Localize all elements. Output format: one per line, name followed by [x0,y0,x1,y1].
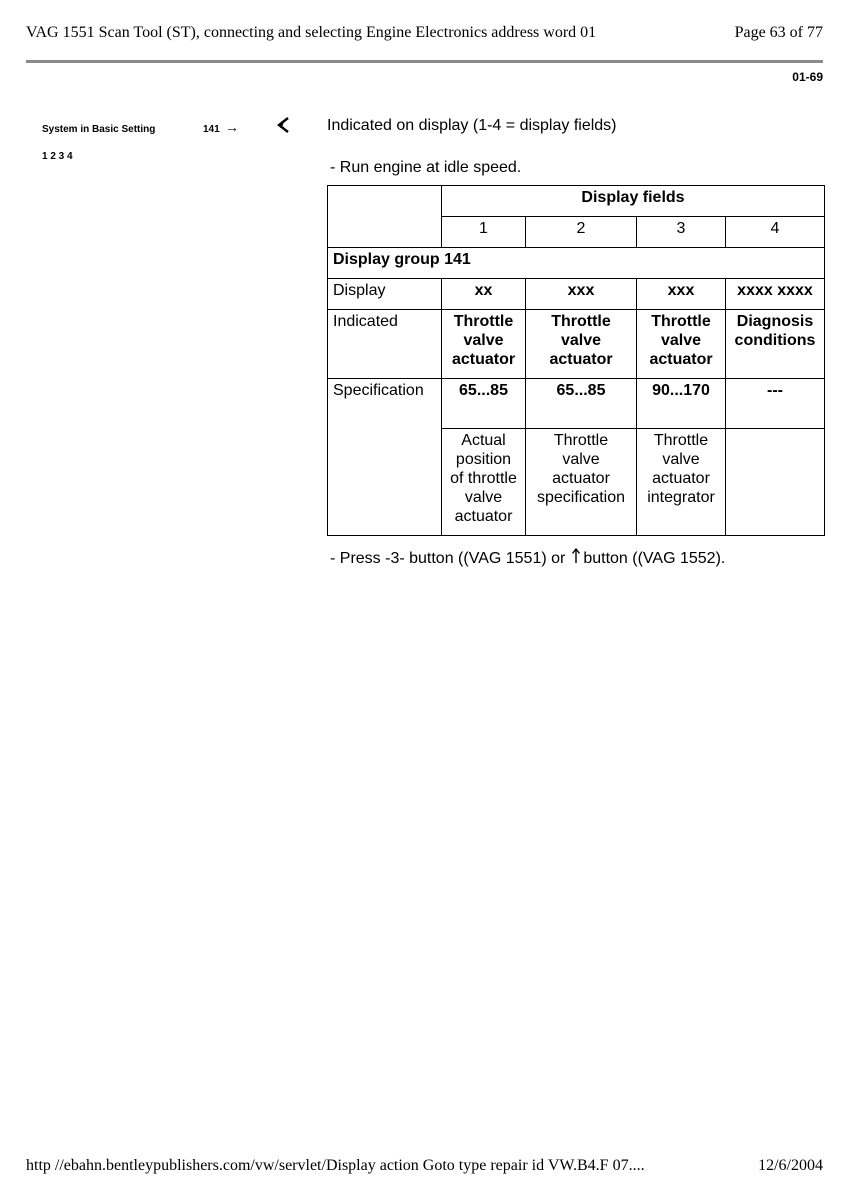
cell-line: integrator [647,489,715,506]
lcd-arrow: → [225,119,239,135]
footer-date: 12/6/2004 [758,1157,823,1174]
cell-line: valve [560,332,602,349]
cell-line: specification [536,489,626,506]
instruction-run-engine: - Run engine at idle speed. [330,159,522,176]
lcd-line-1: System in Basic Setting [42,124,156,135]
display-value: xxx [637,279,726,310]
table-corner-cell [328,186,442,248]
field-number: 1 [442,217,526,248]
cell-line: valve [464,489,503,506]
document-title: VAG 1551 Scan Tool (ST), connecting and selecting Engine Electronics address word 01 [26,24,597,41]
field-description [637,429,726,536]
lcd-group-number: 141 [203,124,220,135]
cell-line: valve [660,332,702,349]
display-row [328,279,825,310]
specification-row [328,379,825,429]
footer-url: http //ebahn.bentleypublishers.com/vw/servlet/Display action Goto type repair id VW.B4.F 07.... [26,1157,645,1174]
intro-text: Indicated on display (1-4 = display fields) [327,117,617,134]
cell-line: valve [463,332,504,349]
cell-line: conditions [734,332,816,349]
page-code: 01-69 [792,70,823,84]
field-number: 4 [726,217,825,248]
cell-line: actuator [552,470,610,487]
field-description [526,429,637,536]
field-number: 2 [526,217,637,248]
indicated-value [726,310,825,379]
specification-value: 65...85 [442,379,526,429]
specification-value: 65...85 [526,379,637,429]
instruction-press-button [330,548,725,568]
specification-value: --- [726,379,825,429]
cell-line: Throttle [553,432,609,449]
cell-line: Throttle [653,432,709,449]
display-value: xx [442,279,526,310]
cell-line: Throttle [651,313,711,330]
cell-line: valve [562,451,600,468]
indicated-label: Indicated [328,310,442,379]
indicated-value [637,310,726,379]
indicated-row [328,310,825,379]
cell-line: Diagnosis [736,313,814,330]
field-description-empty [726,429,825,536]
display-value: xxx [526,279,637,310]
field-description [442,429,526,536]
header-divider [26,60,823,63]
cell-line: actuator [549,351,613,368]
display-label: Display [328,279,442,310]
display-indicator-icon [275,116,291,134]
display-group-title: Display group 141 [328,248,825,279]
specification-label: Specification [328,379,442,536]
indicated-value [442,310,526,379]
cell-line: of throttle [450,470,517,487]
cell-line: actuator [652,470,710,487]
display-group-table [327,185,825,536]
instruction-text-before: - Press -3- button ((VAG 1551) or [330,550,566,567]
cell-line: valve [662,451,700,468]
arrow-up-icon [571,548,581,564]
field-number: 3 [637,217,726,248]
cell-line: Throttle [453,313,514,330]
cell-line: actuator [649,351,713,368]
cell-line: Throttle [551,313,611,330]
specification-value: 90...170 [637,379,726,429]
instruction-text-after: button ((VAG 1552). [583,550,726,567]
cell-line: actuator [454,508,513,525]
cell-line: actuator [451,351,516,368]
display-fields-header: Display fields [442,186,825,217]
display-value: xxxx xxxx [726,279,825,310]
cell-line: Actual [461,432,506,449]
lcd-line-2: 1 2 3 4 [42,151,73,162]
cell-line: position [455,451,512,468]
page-number: Page 63 of 77 [734,24,823,41]
indicated-value [526,310,637,379]
